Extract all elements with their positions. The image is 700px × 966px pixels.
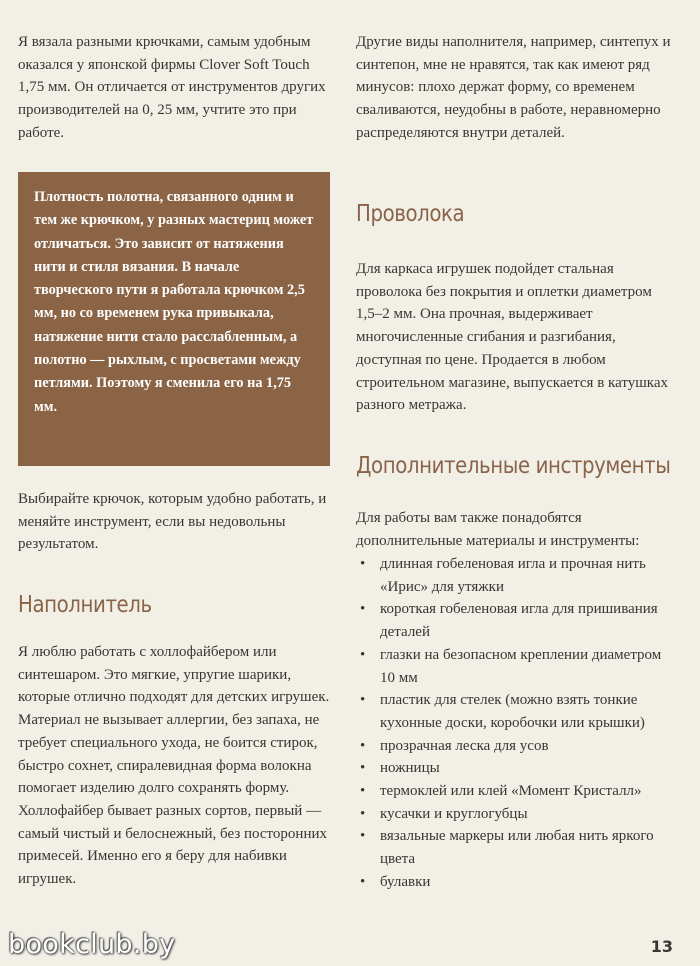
tools-list bbox=[356, 553, 674, 894]
watermark: bookclub.by bbox=[8, 929, 176, 960]
paragraph-hook-choice: Я вязала разными крючками, самым удобным оказался у японской фирмы Clover Soft Touch 1,75 мм. Он отличается от инструментов других производителей на 0, 25 мм, учтите это при работе. bbox=[18, 34, 326, 141]
bullet-icon: • bbox=[360, 646, 366, 663]
list-item: • булавки bbox=[356, 871, 674, 894]
bullet-icon: • bbox=[360, 737, 366, 754]
list-item: • ножницы bbox=[356, 757, 674, 780]
list-item: • кусачки и круглогубцы bbox=[356, 803, 674, 826]
paragraph-hollofiber: Я люблю работать с холлофайбером или синтешаром. Это мягкие, упругие шарики, которые отлично подходят для детских игрушек. Материал не вызывает аллергии, без запаха, не требует специального ухода, не боится стирок, быстро сохнет, спиралевидная форма волокна помогает изделию долго сохранять форму. Холлофайбер бывает разных сортов, первый — самый чистый и белоснежный, без посторонних примесей. Именно его я беру для набивки игрушек. bbox=[18, 644, 330, 888]
list-item: • короткая гобеленовая игла для пришивания деталей bbox=[356, 598, 674, 643]
bullet-icon: • bbox=[360, 556, 366, 572]
bullet-icon: • bbox=[360, 805, 366, 822]
list-item: • вязальные маркеры или любая нить яркого цвета bbox=[356, 825, 674, 870]
list-item: • термоклей или клей «Момент Кристалл» bbox=[356, 780, 674, 803]
heading-wire: Проволока bbox=[356, 201, 465, 227]
heading-extra-tools: Дополнительные инструменты bbox=[356, 453, 671, 479]
heading-filler: Наполнитель bbox=[18, 592, 152, 618]
paragraph-wire: Для каркаса игрушек подойдет стальная проволока без покрытия и оплетки диаметром 1,5–2 мм. Она прочная, выдерживает многочисленные сгибания и разгибания, доступная по цене. Продается в любом строительном магазине, выпускается в катушках разного метража. bbox=[356, 261, 668, 414]
list-item: • пластик для стелек (можно взять тонкие кухонные доски, коробочки или крышки) bbox=[356, 689, 674, 734]
paragraph-other-fillers: Другие виды наполнителя, например, синтепух и синтепон, мне не нравятся, так как имеют ряд минусов: плохо держат форму, со временем сваливаются, неудобны в работе, неравномерно распределяются внутри деталей. bbox=[356, 34, 671, 141]
callout-text: Плотность полотна, связанного одним и тем же крючком, у разных мастериц может отличаться. Это зависит от натяжения нити и стиля вязания. В начале творческого пути я работала крючком 2,5 мм, но со временем рука привыкала, натяжение нити стало расслабленным, а полотно — рыхлым, с просветами между петлями. Поэтому я сменила его на 1,75 мм. bbox=[34, 189, 314, 415]
list-item: • длинная гобеленовая игла и прочная нить «Ирис» для утяжки bbox=[356, 553, 674, 598]
bullet-icon: • bbox=[360, 692, 366, 709]
page-number: 13 bbox=[650, 937, 673, 956]
bullet-icon: • bbox=[360, 873, 366, 890]
list-item: • прозрачная леска для усов bbox=[356, 735, 674, 758]
bullet-icon: • bbox=[360, 760, 366, 777]
paragraph-choose-hook: Выбирайте крючок, которым удобно работать, и меняйте инструмент, если вы недовольны результатом. bbox=[18, 491, 327, 553]
bullet-icon: • bbox=[360, 783, 366, 800]
callout-box bbox=[18, 172, 330, 466]
list-item: • глазки на безопасном креплении диаметром 10 мм bbox=[356, 644, 674, 689]
bullet-icon: • bbox=[360, 828, 366, 845]
bullet-icon: • bbox=[360, 601, 366, 618]
paragraph-tools-intro: Для работы вам также понадобятся дополнительные материалы и инструменты: bbox=[356, 510, 640, 549]
